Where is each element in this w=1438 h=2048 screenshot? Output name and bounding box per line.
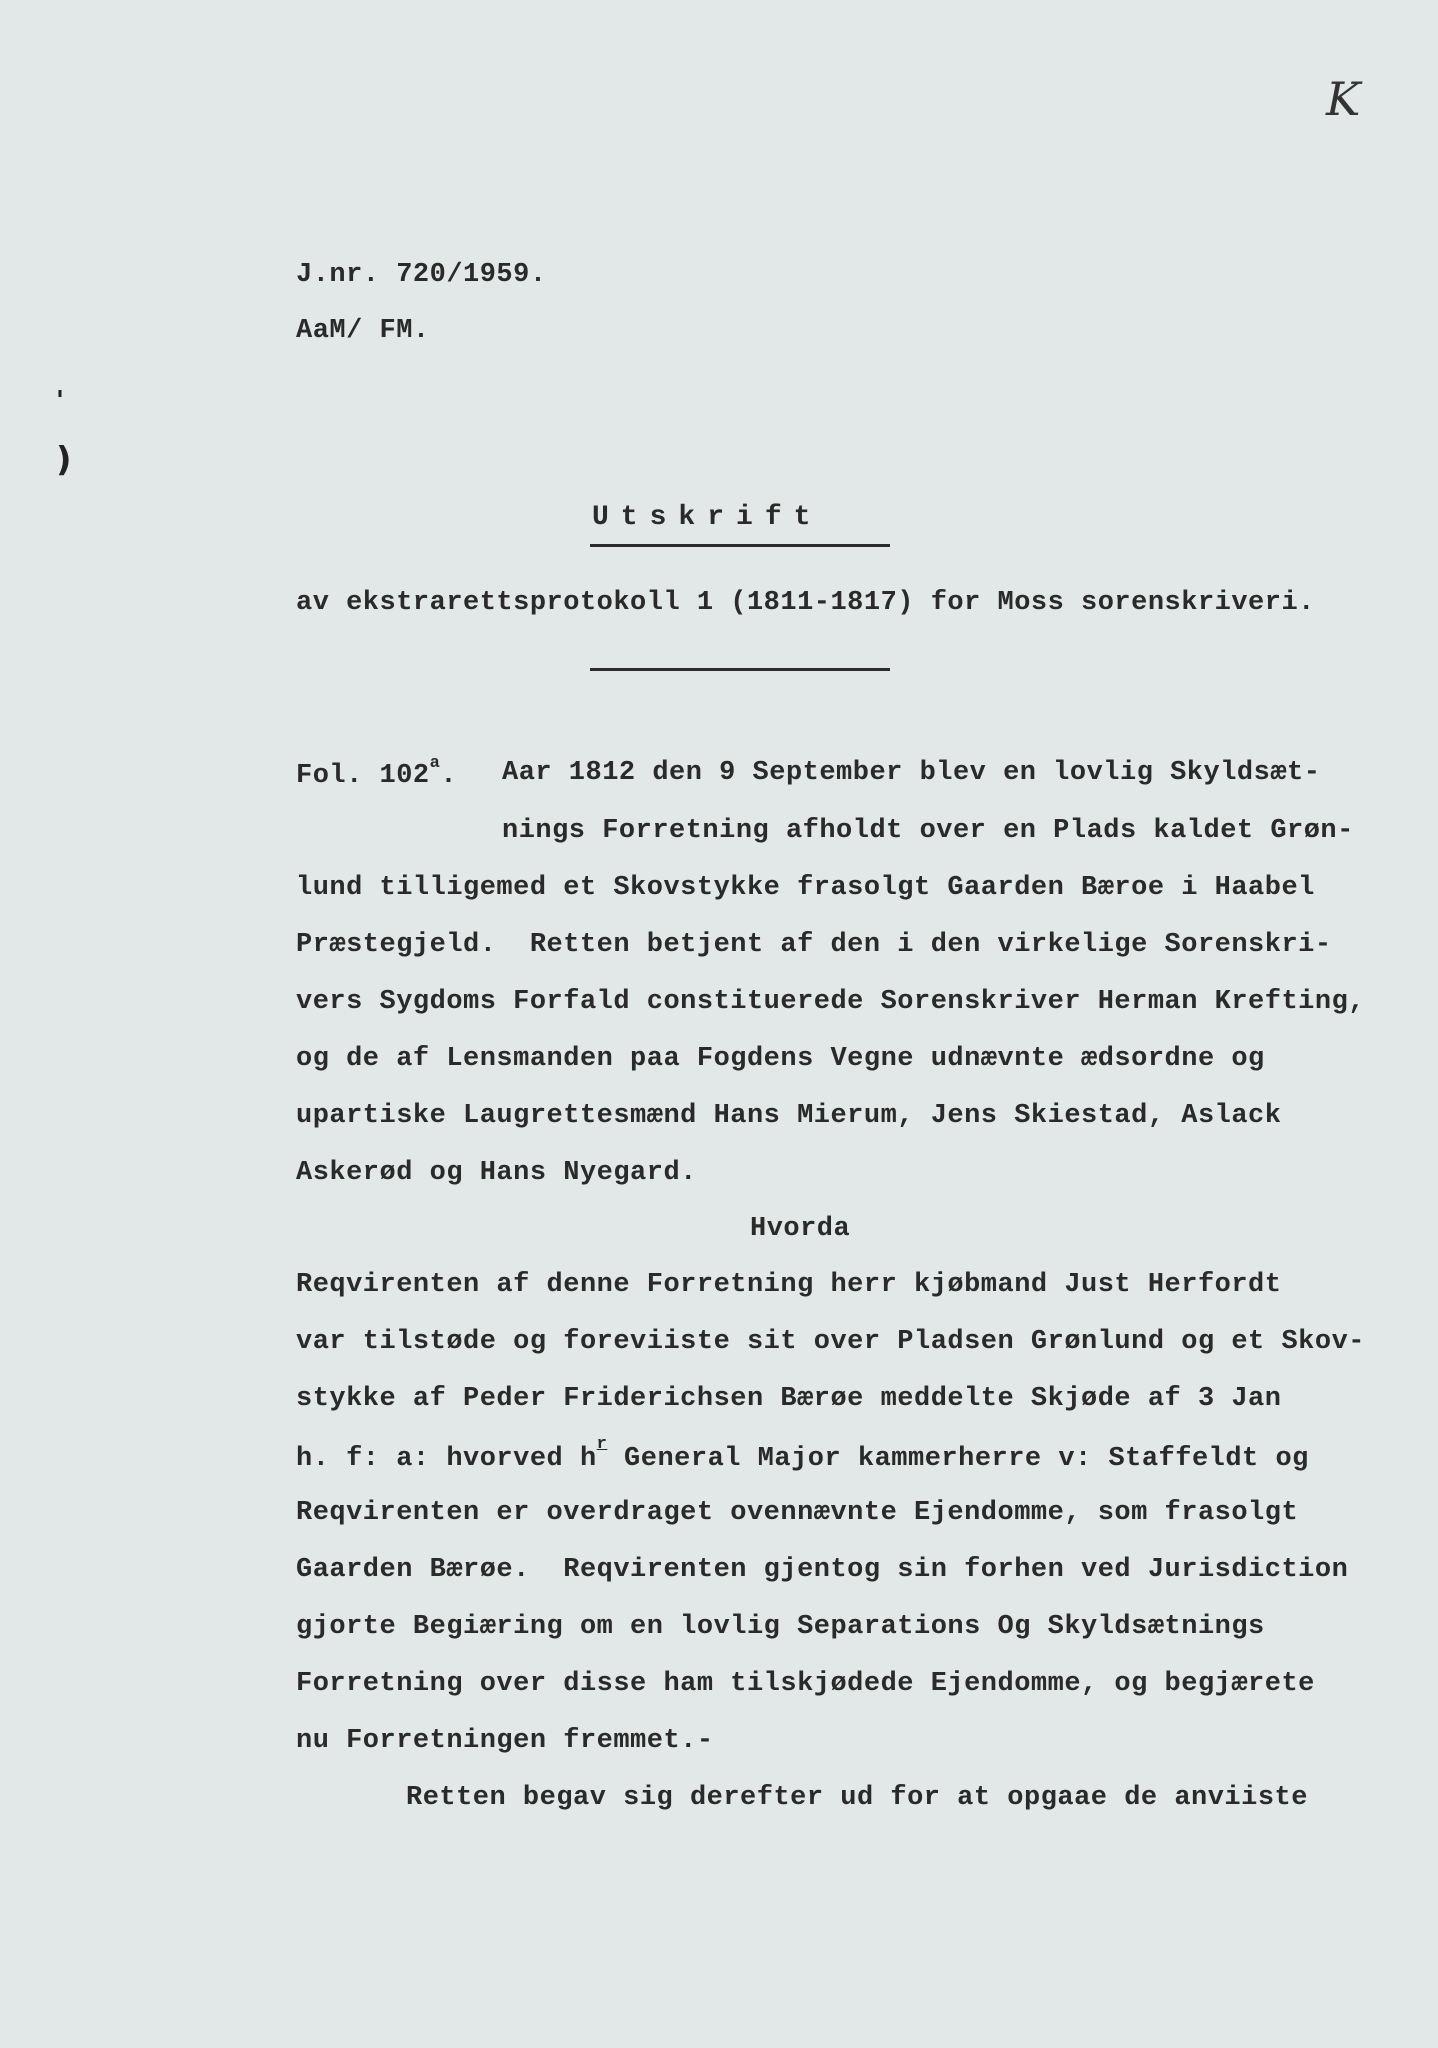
subtitle: av ekstrarettsprotokoll 1 (1811-1817) for Moss sorenskriveri.	[296, 588, 1315, 618]
body-line-8: Askerød og Hans Nyegard.	[296, 1158, 697, 1188]
body-line-5: vers Sygdoms Forfald constituerede Sorenskriver Herman Krefting,	[296, 987, 1365, 1017]
body-line-4: Præstegjeld. Retten betjent af den i den virkelige Sorenskri-	[296, 930, 1332, 960]
journal-number: J.nr. 720/1959.	[296, 260, 547, 290]
folio-superscript: a	[429, 754, 441, 773]
hvorda-heading: Hvorda	[750, 1214, 851, 1244]
margin-paren-mark: )	[56, 440, 72, 480]
body-line-16: Forretning over disse ham tilskjødede Ejendomme, og begjærete	[296, 1669, 1315, 1699]
body-line-11: stykke af Peder Friderichsen Bærøe meddelte Skjøde af 3 Jan	[296, 1384, 1282, 1414]
body-line-1: Aar 1812 den 9 September blev en lovlig Skyldsæt-	[502, 758, 1321, 788]
body-line-13: Reqvirenten er overdraget ovennævnte Ejendomme, som frasolgt	[296, 1498, 1299, 1528]
body-line-15: gjorte Begiæring om en lovlig Separations Og Skyldsætnings	[296, 1612, 1265, 1642]
body-line-12-end: General Major kammerherre v: Staffeldt og	[607, 1444, 1309, 1474]
folio-label: Fol. 102	[296, 761, 430, 791]
body-line-12	[296, 1435, 1309, 1474]
corner-handwritten-mark: K	[1326, 72, 1361, 126]
body-line-12-superscript: r	[596, 1435, 608, 1454]
body-line-7: upartiske Laugrettesmænd Hans Mierum, Jens Skiestad, Aslack	[296, 1101, 1282, 1131]
body-line-9: Reqvirenten af denne Forretning herr kjøbmand Just Herfordt	[296, 1270, 1282, 1300]
body-line-18: Retten begav sig derefter ud for at opgaae de anviiste	[406, 1783, 1308, 1813]
body-line-12-start: h. f: a: hvorved h	[296, 1444, 597, 1474]
initials: AaM/ FM.	[296, 316, 430, 346]
body-line-6: og de af Lensmanden paa Fogdens Vegne udnævnte ædsordne og	[296, 1044, 1265, 1074]
subtitle-rule	[590, 668, 890, 671]
title-underline	[590, 544, 890, 547]
folio-dot: .	[440, 761, 458, 791]
body-line-3: lund tilligemed et Skovstykke frasolgt Gaarden Bæroe i Haabel	[296, 873, 1315, 903]
margin-tick-mark: '	[56, 386, 64, 416]
folio-reference	[296, 754, 458, 791]
body-line-10: var tilstøde og foreviiste sit over Pladsen Grønlund og et Skov-	[296, 1327, 1365, 1357]
body-line-2: nings Forretning afholdt over en Plads kaldet Grøn-	[502, 816, 1354, 846]
body-line-17: nu Forretningen fremmet.-	[296, 1726, 714, 1756]
body-line-14: Gaarden Bærøe. Reqvirenten gjentog sin forhen ved Jurisdiction	[296, 1555, 1349, 1585]
document-title: Utskrift	[592, 502, 823, 533]
